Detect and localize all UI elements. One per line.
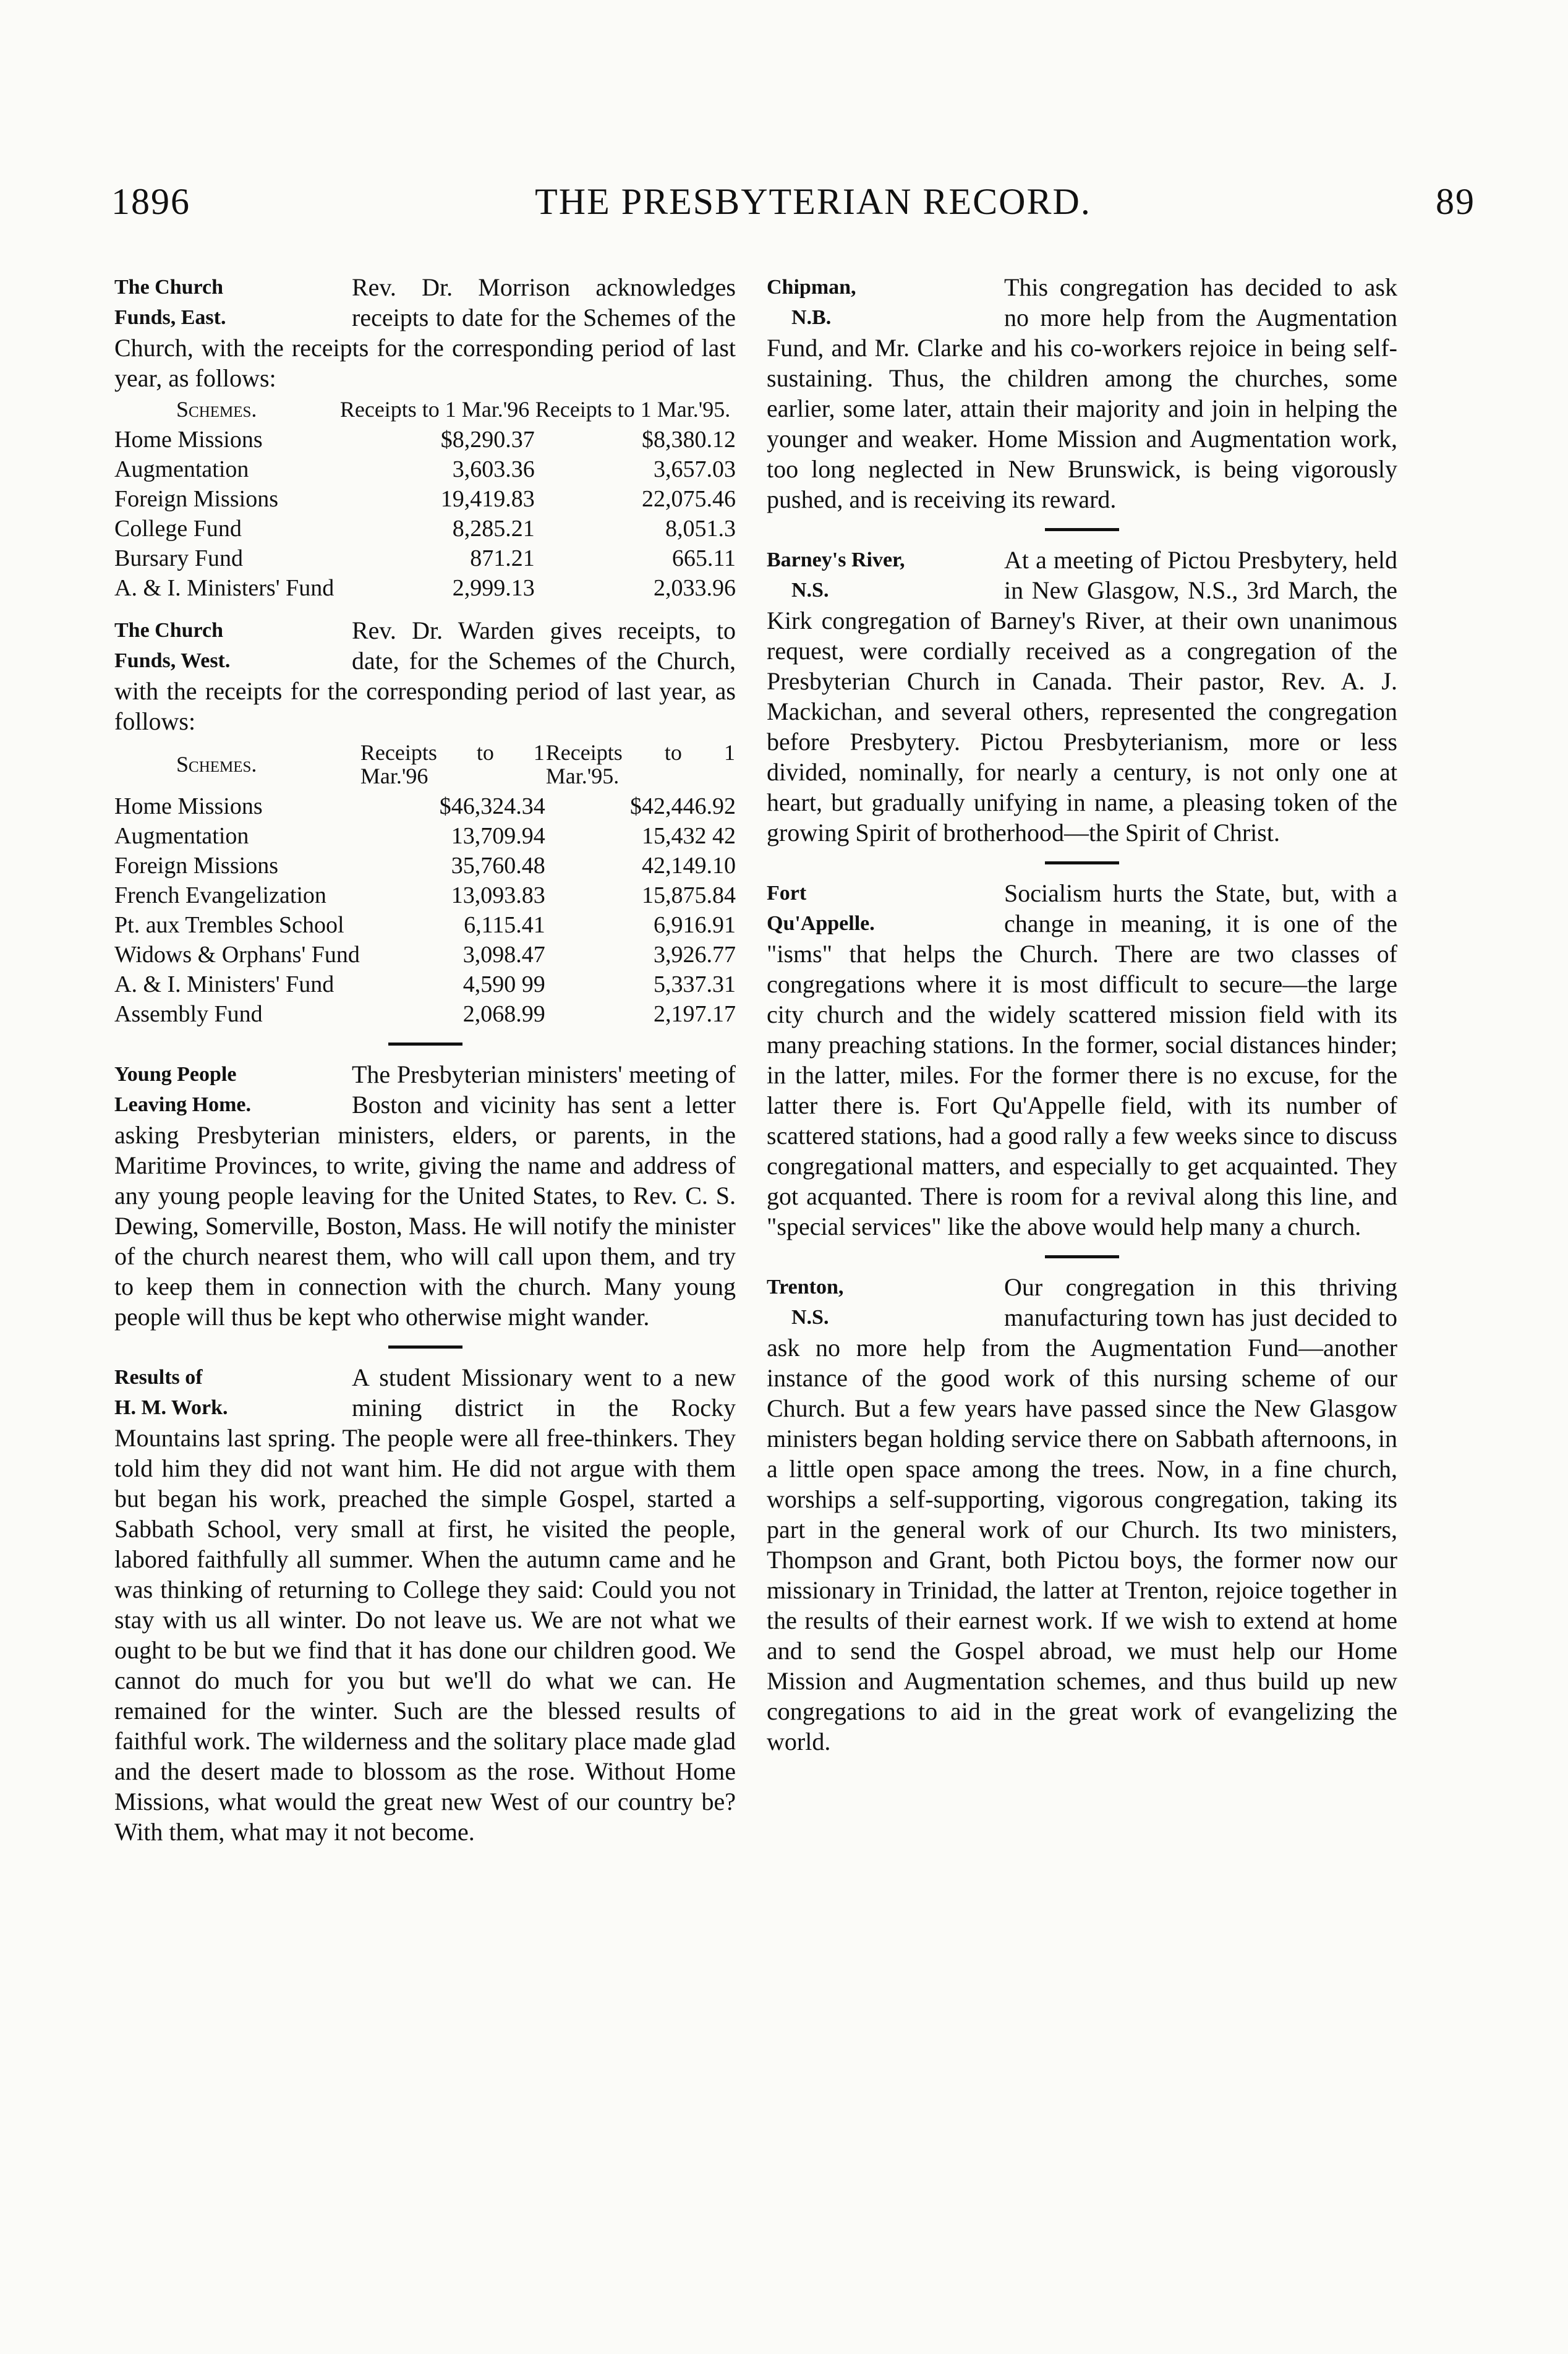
receipt-1896: 871.21 [470,545,535,571]
sidehead-line: Fort [767,882,807,905]
receipt-1896: 35,760.48 [451,853,545,879]
scheme-name: Pt. aux Trembles School [114,912,344,938]
table-row [114,791,736,821]
table-row [114,573,736,603]
col-header-1895: Receipts to 1 Mar.'95. [545,740,735,788]
article-body: At a meeting of Pictou Presbytery, held in New Glasgow, N.S., 3rd March, the Kirk congregation of Barney's River, at their own unanimous request, were cordially received as a congregation of the Presbyterian Church in Canada. Their pastor, Rev. A. J. Mackichan, and several others, represented the congregation before Presbytery. Pictou Presbyterianism, more or less divided, nominally, for nearly a century, is not only one at heart, but gradually unifying in name, a pleasing token of the growing Spirit of brotherhood—the Spirit of Christ. [767,546,1397,847]
article-results-hm-work [114,1362,736,1847]
receipts-table-east [114,397,736,603]
table-header-row [114,397,736,425]
sidehead-line: Leaving Home. [114,1093,251,1116]
table-row [114,940,736,970]
receipt-1895: 2,197.17 [654,1001,736,1027]
receipt-1896: 3,098.47 [462,942,545,968]
scheme-name: Augmentation [114,456,249,482]
sidehead-line: Young People [114,1063,237,1086]
header-title: THE PRESBYTERIAN RECORD. [535,181,1091,222]
table-row [114,851,736,881]
sidehead-line: Trenton, [767,1276,844,1299]
section-divider [1045,861,1119,864]
sidehead-line: The Church [114,276,224,299]
scheme-name: College Fund [114,516,242,542]
receipt-1895: 2,033.96 [654,575,736,601]
receipt-1895: 665.11 [671,545,736,571]
receipt-1896: 8,285.21 [452,516,535,542]
scheme-name: Widows & Orphans' Fund [114,942,360,968]
scheme-name: Assembly Fund [114,1001,263,1027]
scheme-name: A. & I. Ministers' Fund [114,575,334,601]
scheme-name: A. & I. Ministers' Fund [114,971,334,997]
table-row [114,425,736,454]
receipt-1895: 15,432 42 [642,823,736,849]
sidehead-line: The Church [114,619,224,642]
article-body: A student Missionary went to a new mining district in the Rocky Mountains last spring. The people were all free-thinkers. They told him they did not want him. He did not argue with them but began his work, preached the simple Gospel, started a Sabbath School, very small at first, he visited the people, labored faithfully all summer. When the autumn came and he was thinking of returning to College they said: Could you not stay with us all winter. Do not leave us. We are not what we ought to be but we find that it has done our children good. We cannot do much for you but we'll do what we can. He remained for the winter. Such are the blessed results of faithful work. The wilderness and the solitary place made glad and the desert made to blossom as the rose. Without Home Missions, what would the great new West of our country be? With them, what may it not become. [114,1363,736,1846]
article-chipman [767,272,1397,514]
receipt-1895: 42,149.10 [642,853,736,879]
receipt-1896: 13,709.94 [451,823,545,849]
scheme-name: Home Missions [114,793,263,819]
section-divider [388,1345,462,1349]
section-divider [388,1043,462,1046]
article-sidehead [767,545,995,605]
receipt-1896: 4,590 99 [462,971,545,997]
table-row [114,514,736,544]
receipt-1895: 15,875.84 [642,882,736,908]
receipt-1896: 13,093.83 [451,882,545,908]
right-column [767,272,1397,1769]
receipts-table-west [114,740,736,1029]
scheme-name: Foreign Missions [114,486,278,512]
sidehead-line: N.B. [791,306,832,329]
article-body: Rev. Dr. Morrison acknowledges receipts to date for the Schemes of the Church, with the receipts for the corresponding period of last year, as follows: [114,273,736,392]
article-sidehead [114,1362,343,1423]
receipt-1895: $42,446.92 [630,793,736,819]
article-sidehead [767,272,995,333]
receipt-1896: 2,999.13 [452,575,535,601]
receipt-1895: 5,337.31 [654,971,736,997]
sidehead-line: Chipman, [767,276,856,299]
article-sidehead [114,615,343,676]
receipt-1896: 2,068.99 [462,1001,545,1027]
receipt-1895: 6,916.91 [654,912,736,938]
sidehead-line: Qu'Appelle. [767,912,875,935]
table-row [114,544,736,573]
article-fort-quappelle [767,878,1397,1242]
header-year: 1896 [111,181,190,222]
table-row [114,821,736,851]
col-header-1896: Receipts to 1 Mar.'96 [360,740,545,788]
article-sidehead [767,1272,995,1333]
scheme-name: Augmentation [114,823,249,849]
receipt-1896: 3,603.36 [452,456,535,482]
section-divider [1045,1255,1119,1258]
receipt-1896: 6,115.41 [464,912,545,938]
scheme-name: French Evangelization [114,882,326,908]
sidehead-line: Funds, West. [114,649,231,672]
article-barneys-river [767,545,1397,848]
sidehead-line: N.S. [791,1306,829,1329]
article-church-funds-east [114,272,736,603]
receipt-1896: 19,419.83 [440,486,535,512]
table-row [114,910,736,940]
col-header-1896: Receipts to 1 Mar.'96 [339,397,530,422]
article-young-people [114,1059,736,1332]
receipt-1895: 3,926.77 [654,942,736,968]
sidehead-line: Funds, East. [114,306,226,329]
article-body: Our congregation in this thriving manufacturing town has just decided to ask no more help from the Augmentation Fund—another instance of the good work of this nursing scheme of our Church. But a few years have passed since the New Glasgow ministers began holding service there on Sabbath afternoons, in a little open space among the trees. Now, in a fine church, worships a self-supporting, vigorous congregation, taking its part in the general work of our Church. Its two ministers, Thompson and Grant, both Pictou boys, the former now our missionary in Trinidad, the latter at Trenton, rejoice together in the results of their earnest work. If we wish to extend at home and to send the Gospel abroad, we must help our Home Mission and Augmentation schemes, and thus build up new congregations to aid in the great work of evangelizing the world. [767,1273,1397,1755]
receipt-1896: $8,290.37 [440,427,535,453]
article-body: This congregation has decided to ask no more help from the Augmentation Fund, and Mr. Clarke and his co-workers rejoice in being self-sustaining. Thus, the children among the churches, some earlier, some later, attain their majority and join in helping the younger and weaker. Home Mission and Augmentation work, too long neglected in New Brunswick, is being vigorously pushed, and is receiving its reward. [767,273,1397,513]
receipt-1895: 8,051.3 [665,516,736,542]
article-sidehead [114,272,343,333]
article-trenton [767,1272,1397,1757]
sidehead-line: Results of [114,1366,203,1389]
receipt-1895: 22,075.46 [642,486,736,512]
article-sidehead [767,878,995,939]
receipt-1895: $8,380.12 [642,427,736,453]
receipt-1895: 3,657.03 [654,456,736,482]
section-divider [1045,528,1119,531]
scheme-name: Bursary Fund [114,545,243,571]
sidehead-line: N.S. [791,579,829,602]
table-row [114,881,736,910]
table-row [114,484,736,514]
article-church-funds-west [114,615,736,1029]
page-header [111,181,1475,223]
table-header-row [114,740,736,791]
sidehead-line: Barney's River, [767,548,905,571]
sidehead-line: H. M. Work. [114,1396,228,1419]
article-sidehead [114,1059,343,1120]
header-page-number: 89 [1436,181,1475,222]
col-header-1895: Receipts to 1 Mar.'95. [535,397,731,422]
table-row [114,454,736,484]
article-body: Socialism hurts the State, but, with a change in meaning, it is one of the "isms" that helps the Church. There are two classes of congregations where it is most difficult to secure—the large city church and the widely scattered mission field with its many preaching stations. In the former, social distances hinder; in the latter, miles. For the former there is no excuse, for the latter there is. Fort Qu'Appelle field, with its number of scattered stations, had a good rally a few weeks since to discuss congregational matters, and especially to get acquainted. They got acquanted. There is room for a revival along this line, and "special services" like the above would help many a church. [767,879,1397,1240]
receipt-1896: $46,324.34 [439,793,545,819]
scheme-name: Home Missions [114,427,263,453]
article-body: Rev. Dr. Warden gives receipts, to date, for the Schemes of the Church, with the receipts for the corresponding period of last year, as follows: [114,616,736,735]
col-header-schemes: Schemes. [176,752,257,777]
scheme-name: Foreign Missions [114,853,278,879]
col-header-schemes: Schemes. [176,397,257,422]
table-row [114,999,736,1029]
left-column [114,272,736,1859]
table-row [114,970,736,999]
article-body: The Presbyterian ministers' meeting of Boston and vicinity has sent a letter asking Presbyterian ministers, elders, or parents, in the Maritime Provinces, to write, giving the name and address of any young people leaving for the United States, to Rev. C. S. Dewing, Somerville, Boston, Mass. He will notify the minister of the church nearest them, who will call upon them, and try to keep them in connection with the church. Many young people will thus be kept who otherwise might wander. [114,1060,736,1331]
